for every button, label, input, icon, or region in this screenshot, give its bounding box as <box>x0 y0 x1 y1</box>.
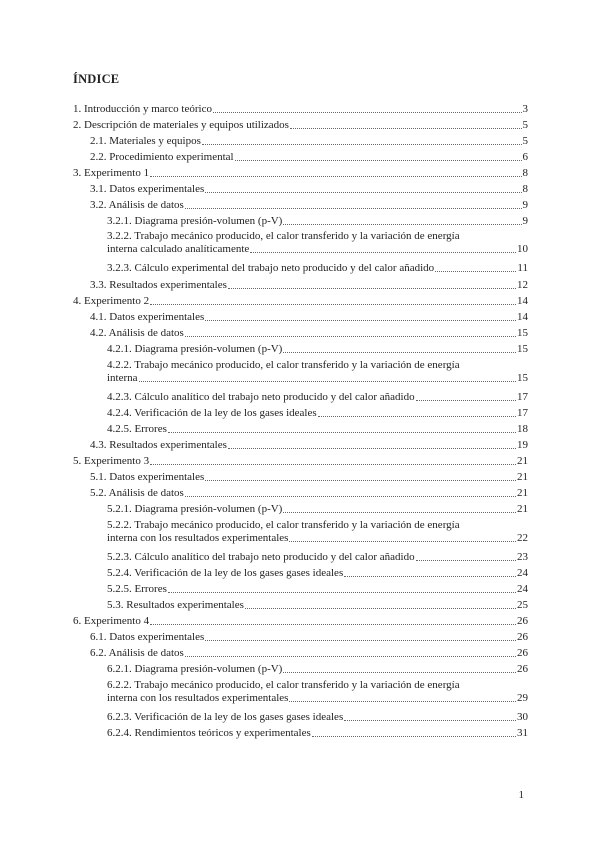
dot-leader <box>150 304 516 305</box>
toc-entry[interactable]: 3.2. Análisis de datos 9 <box>90 199 528 211</box>
toc-entry[interactable]: 2.1. Materiales y equipos 5 <box>90 135 528 147</box>
toc-entry[interactable]: 3.2.3. Cálculo experimental del trabajo neto producido y del calor añadido 11 <box>107 262 528 274</box>
toc-entry[interactable]: 6.2.4. Rendimientos teóricos y experimentales 31 <box>107 727 528 739</box>
toc-entry[interactable]: 5.2.4. Verificación de la ley de los gases gases ideales 24 <box>107 567 528 579</box>
dot-leader <box>185 336 516 337</box>
dot-leader <box>416 560 516 561</box>
dot-leader <box>168 432 516 433</box>
dot-leader <box>185 496 516 497</box>
toc-entry[interactable]: 4.2. Análisis de datos 15 <box>90 327 528 339</box>
dot-leader <box>139 381 516 382</box>
dot-leader <box>312 736 516 737</box>
toc-entry[interactable]: 5.3. Resultados experimentales 25 <box>107 599 528 611</box>
toc-entry[interactable]: 3.2.1. Diagrama presión-volumen (p-V) 9 <box>107 215 528 227</box>
toc-entry[interactable]: 3. Experimento 1 8 <box>73 167 528 179</box>
toc-entry[interactable]: 3.1. Datos experimentales 8 <box>90 183 528 195</box>
dot-leader <box>228 288 516 289</box>
dot-leader <box>250 252 516 253</box>
toc-entry[interactable]: 3.2.2. Trabajo mecánico producido, el calor transferido y la variación de energía interna calculado analíticamente 10 <box>107 230 528 255</box>
dot-leader <box>228 448 516 449</box>
toc-entry[interactable]: 6. Experimento 4 26 <box>73 615 528 627</box>
toc-entry[interactable]: 5.1. Datos experimentales 21 <box>90 471 528 483</box>
dot-leader <box>235 160 522 161</box>
toc-entry[interactable]: 5.2.2. Trabajo mecánico producido, el calor transferido y la variación de energía interna con los resultados experimentales 22 <box>107 519 528 544</box>
toc-entry[interactable]: 2.2. Procedimiento experimental 6 <box>90 151 528 163</box>
dot-leader <box>283 224 521 225</box>
dot-leader <box>150 464 516 465</box>
dot-leader <box>205 480 516 481</box>
page-number: 1 <box>518 789 524 801</box>
dot-leader <box>344 720 516 721</box>
toc-entry[interactable]: 4.2.2. Trabajo mecánico producido, el calor transferido y la variación de energía interna 15 <box>107 359 528 384</box>
toc-entry[interactable]: 4.2.5. Errores 18 <box>107 423 528 435</box>
toc-entry[interactable]: 5.2.5. Errores 24 <box>107 583 528 595</box>
dot-leader <box>289 541 516 542</box>
dot-leader <box>205 192 521 193</box>
toc-entry[interactable]: 2. Descripción de materiales y equipos utilizados 5 <box>73 119 528 131</box>
dot-leader <box>202 144 522 145</box>
toc-entry[interactable]: 5.2.3. Cálculo analítico del trabajo neto producido y del calor añadido 23 <box>107 551 528 563</box>
toc-entry[interactable]: 5.2. Análisis de datos 21 <box>90 487 528 499</box>
toc-entry[interactable]: 5.2.1. Diagrama presión-volumen (p-V) 21 <box>107 503 528 515</box>
toc-title: ÍNDICE <box>73 72 120 86</box>
dot-leader <box>168 592 516 593</box>
toc-entry[interactable]: 6.2.2. Trabajo mecánico producido, el calor transferido y la variación de energía interna con los resultados experimentales 29 <box>107 679 528 704</box>
toc-entry[interactable]: 4.2.3. Cálculo analítico del trabajo neto producido y del calor añadido 17 <box>107 391 528 403</box>
toc-entry[interactable]: 6.2.1. Diagrama presión-volumen (p-V) 26 <box>107 663 528 675</box>
dot-leader <box>213 112 522 113</box>
toc-entry[interactable]: 1. Introducción y marco teórico 3 <box>73 103 528 115</box>
dot-leader <box>205 320 516 321</box>
toc-entry[interactable]: 4.2.4. Verificación de la ley de los gases ideales 17 <box>107 407 528 419</box>
dot-leader <box>283 352 516 353</box>
toc-entry[interactable]: 5. Experimento 3 21 <box>73 455 528 467</box>
toc-entry[interactable]: 4.3. Resultados experimentales 19 <box>90 439 528 451</box>
dot-leader <box>185 208 522 209</box>
dot-leader <box>283 672 516 673</box>
dot-leader <box>318 416 516 417</box>
dot-leader <box>435 271 516 272</box>
dot-leader <box>289 701 516 702</box>
dot-leader <box>150 624 516 625</box>
dot-leader <box>344 576 516 577</box>
dot-leader <box>283 512 516 513</box>
toc-entry[interactable]: 3.3. Resultados experimentales 12 <box>90 279 528 291</box>
dot-leader <box>205 640 516 641</box>
dot-leader <box>290 128 522 129</box>
dot-leader <box>416 400 516 401</box>
toc-entry[interactable]: 6.2. Análisis de datos 26 <box>90 647 528 659</box>
toc-entry[interactable]: 4.2.1. Diagrama presión-volumen (p-V) 15 <box>107 343 528 355</box>
toc-entry[interactable]: 6.2.3. Verificación de la ley de los gases gases ideales 30 <box>107 711 528 723</box>
dot-leader <box>245 608 516 609</box>
dot-leader <box>150 176 521 177</box>
toc-entry[interactable]: 6.1. Datos experimentales 26 <box>90 631 528 643</box>
dot-leader <box>185 656 516 657</box>
toc-entry[interactable]: 4. Experimento 2 14 <box>73 295 528 307</box>
toc-entry[interactable]: 4.1. Datos experimentales 14 <box>90 311 528 323</box>
